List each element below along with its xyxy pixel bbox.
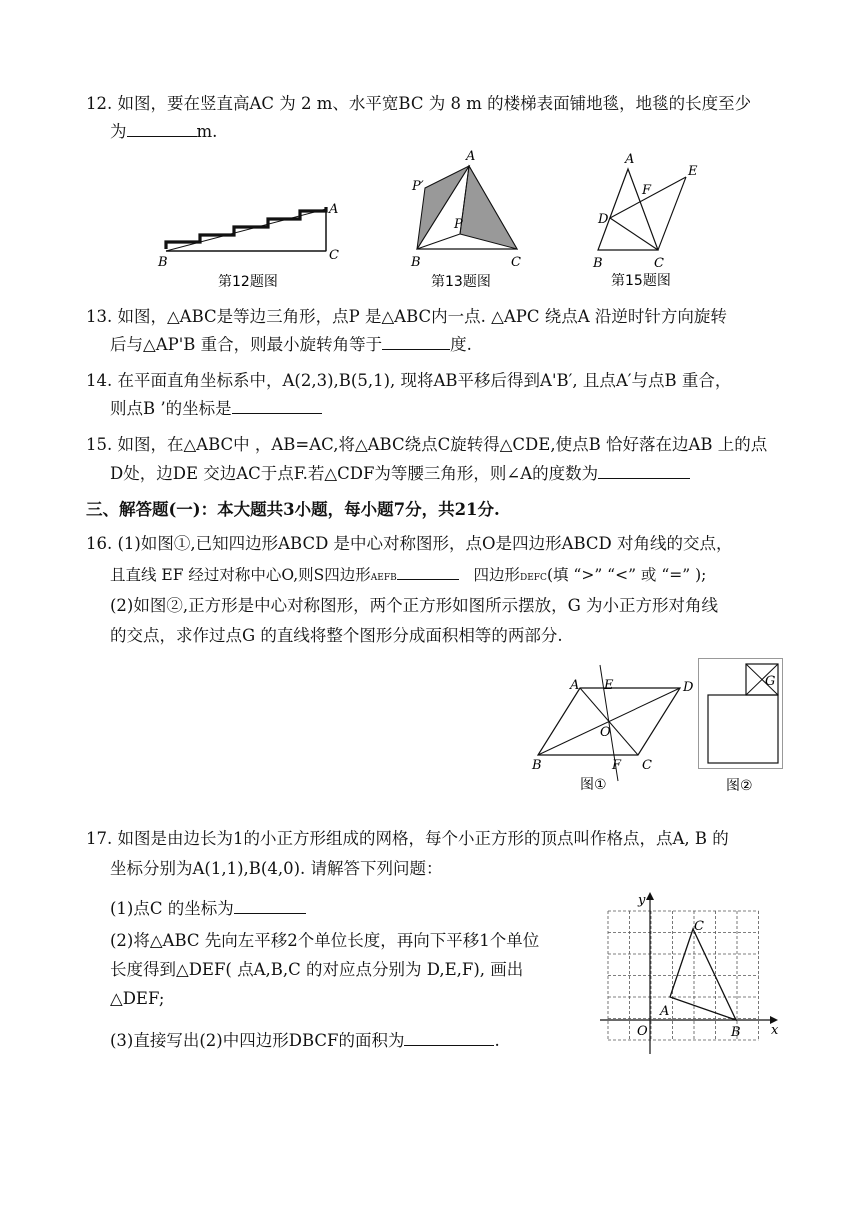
fig17-label-a: A: [660, 1004, 670, 1019]
fig15-label-c: C: [654, 256, 664, 271]
q15-line1: 15. 如图，在△ABC中 ，AB=AC,将△ABC绕点C旋转得△CDE,使点B 恰好落在边AB 上的点: [86, 435, 768, 454]
fig13-label-a: A: [466, 149, 476, 164]
q13-line1: 13. 如图，△ABC是等边三角形，点P 是△ABC内一点. △APC 绕点A 沿逆时针方向旋转: [86, 307, 727, 326]
q13-answer-blank[interactable]: [382, 335, 450, 350]
q17-line1: 17. 如图是由边长为1的小正方形组成的网格，每个小正方形的顶点叫作格点，点A, B 的: [86, 829, 729, 848]
q16-line2b: 四边形: [473, 566, 521, 584]
q16-line2c: (填 “>” “<” 或 “=” );: [546, 566, 707, 584]
fig1-label-f: F: [612, 758, 622, 773]
fig1-label-o: O: [600, 725, 611, 740]
q17-part2a: (2)将△ABC 先向左平移2个单位长度，再向下平移1个单位: [110, 931, 540, 950]
fig1-label-b: B: [532, 758, 542, 773]
fig13-label-p: P: [454, 217, 463, 232]
fig17-label-o: O: [637, 1024, 648, 1039]
q17-p3a: (3)直接写出(2)中四边形DBCF的面积为: [110, 1031, 405, 1050]
q16-line1: 16. (1)如图①,已知四边形ABCD 是中心对称图形，点O是四边形ABCD 对角线的交点，: [86, 534, 733, 553]
q14-line2: [110, 398, 322, 420]
figure-13: [405, 150, 535, 295]
fig1-caption: 图①: [580, 777, 607, 793]
q16-sub2: DEFC: [520, 573, 547, 583]
q16-line4: 的交点，求作过点G 的直线将整个图形分成面积相等的两部分.: [110, 626, 563, 645]
q13-pre: 后与△AP'B 重合，则最小旋转角等于: [110, 335, 383, 354]
q15-pre: D处，边DE 交边AC于点F.若△CDF为等腰三角形，则∠A的度数为: [110, 464, 599, 483]
q13-line2: [110, 334, 472, 356]
fig15-label-e: E: [688, 164, 698, 179]
fig12-caption: 第12题图: [218, 274, 278, 290]
fig15-caption: 第15题图: [611, 273, 671, 289]
q16-answer-blank[interactable]: [397, 565, 459, 580]
figure-16-2: [698, 658, 788, 798]
triangle-abc: [670, 929, 736, 1020]
q17-line2: 坐标分别为A(1,1),B(4,0). 请解答下列问题：: [110, 859, 443, 878]
q14-pre: 则点B ’的坐标是: [110, 399, 232, 418]
fig15-label-d: D: [598, 212, 609, 227]
fig13-label-b: B: [411, 255, 421, 270]
fig17-label-c: C: [694, 919, 704, 934]
fig1-label-d: D: [683, 680, 694, 695]
fig13-label-pprime: P′: [412, 179, 424, 194]
q14-line1: 14. 在平面直角坐标系中，A(2,3),B(5,1), 现将AB平移后得到A'B′, 且点A′与点B 重合，: [86, 371, 732, 390]
q12-answer-blank[interactable]: [127, 122, 197, 137]
q13-post: 度.: [450, 335, 472, 354]
q12-pre: 为: [110, 122, 127, 141]
fig15-label-b: B: [593, 256, 603, 271]
q17-p1-blank[interactable]: [234, 899, 306, 914]
q16-line3: (2)如图②,正方形是中心对称图形，两个正方形如图所示摆放，G 为小正方形对角线: [110, 596, 719, 615]
q16-line2: [110, 564, 706, 589]
figure-16-1: [530, 665, 700, 795]
fig15-label-a: A: [625, 152, 635, 167]
q15-answer-blank[interactable]: [598, 464, 690, 479]
q17-part2b: 长度得到△DEF( 点A,B,C 的对应点分别为 D,E,F), 画出: [110, 960, 524, 979]
q15-line2: [110, 463, 690, 485]
q14-answer-blank[interactable]: [232, 399, 322, 414]
fig13-label-c: C: [511, 255, 521, 270]
figure-17-grid: [598, 890, 783, 1055]
q17-p1: (1)点C 的坐标为: [110, 899, 234, 918]
fig17-label-y: y: [638, 893, 646, 908]
q12-post: m.: [196, 122, 218, 141]
q17-p3b: .: [494, 1031, 500, 1050]
q17-part2c: △DEF;: [110, 989, 165, 1008]
figure-15: [590, 152, 710, 295]
fig2-label-g: G: [765, 674, 776, 689]
fig12-label-a: A: [329, 202, 339, 217]
q12-line2: [110, 121, 217, 143]
q12-line1: 12. 如图，要在竖直高AC 为 2 m、水平宽BC 为 8 m 的楼梯表面铺地毯，地毯的长度至少: [86, 94, 752, 113]
q17-p3-blank[interactable]: [404, 1031, 494, 1046]
q17-part3: [110, 1030, 500, 1052]
section-3-heading: 三、解答题(一)：本大题共3小题，每小题7分，共21分.: [86, 500, 500, 519]
fig17-label-b: B: [731, 1025, 741, 1040]
fig12-label-c: C: [329, 248, 339, 263]
fig1-label-c: C: [642, 758, 652, 773]
q16-sub1: AEFB: [370, 573, 397, 583]
fig15-label-f: F: [642, 183, 652, 198]
fig13-caption: 第13题图: [431, 274, 491, 290]
fig2-caption: 图②: [726, 778, 753, 794]
fig1-label-a: A: [570, 678, 580, 693]
q17-part1: [110, 898, 306, 920]
figure-12: [150, 195, 350, 295]
fig17-label-x: x: [771, 1023, 779, 1038]
fig1-label-e: E: [604, 678, 614, 693]
q16-line2a: 且直线 EF 经过对称中心O,则S四边形: [110, 566, 371, 584]
fig12-label-b: B: [158, 255, 168, 270]
